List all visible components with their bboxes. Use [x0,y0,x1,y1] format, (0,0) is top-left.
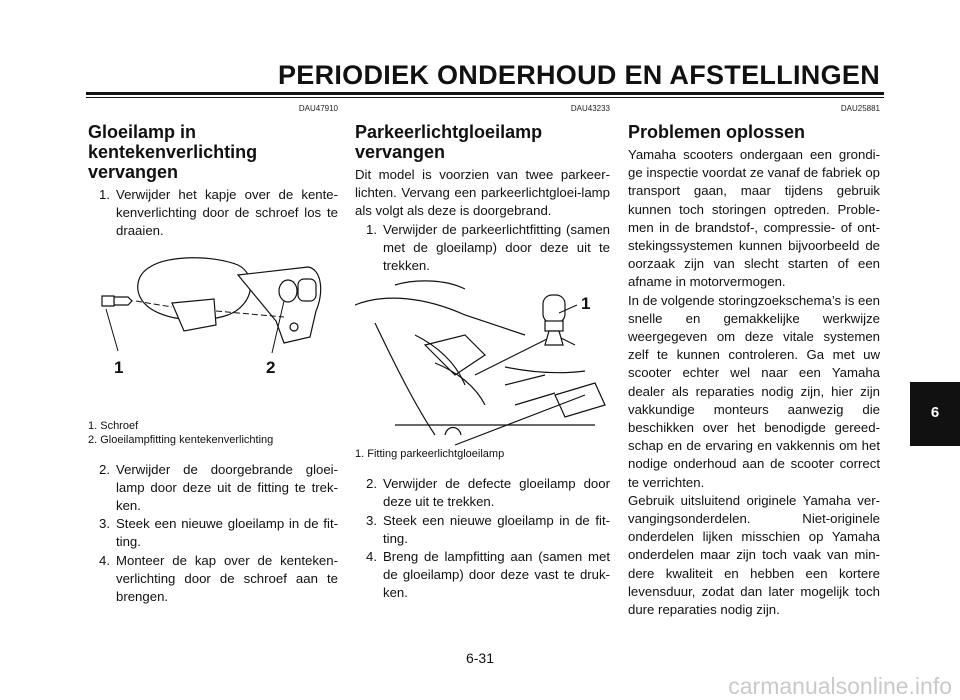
step-number: 4. [366,549,377,565]
step-number: 3. [366,512,377,528]
header-rule-thick [86,92,884,95]
section-code: DAU43233 [570,104,610,113]
figure-label-2: 2 [266,357,276,377]
figure-caption: 1. Schroef [88,419,139,432]
step-number: 2. [99,461,110,477]
parking-light-figure [355,275,610,447]
body-paragraph: In de volgende storingzoekschema’s is een snelle en gemakkelijke werkwijze weergegeven om deze vitale systemen zelf te kunnen controleren. Ga met uw scooter echter wel naar een Yamaha dealer als reparaties nodig zijn, hier zijn vakkundige monteurs aanwezig die beschikken over het benodigde gereed-schap en de ervaring en vakkennis om het nodige onderhoud aan de scooter correct te verrichten. [628,292,880,490]
step-item [88,515,338,551]
step-number: 1. [366,221,377,237]
body-paragraph: Gebruik uitsluitend originele Yamaha ver-vangingsonderdelen. Niet-originele onderdelen lijken misschien op Yamaha onderdelen maar zijn toch vaak van min-dere kwaliteit en hebben een kortere levensduur, zodat dan later mogelijk toch dure reparaties nodig zijn. [628,492,880,618]
figure-caption: 2. Gloeilampfitting kentekenverlichting [88,433,274,446]
step-item [355,548,610,603]
parking-light-illustration [355,275,610,447]
chapter-tab-label: 6 [930,404,940,421]
step-number: 4. [99,552,110,568]
figure-caption: 1. Fitting parkeerlichtgloeilamp [355,448,505,461]
column-parking-light [355,104,610,603]
step-item [88,461,338,516]
license-light-illustration [88,241,338,419]
section-title: Problemen oplossen [628,122,806,142]
step-text: Verwijder het kapje over de kente-kenverlichting door de schroef los te draaien. [116,187,338,239]
section-code: DAU47910 [298,104,338,113]
step-text: Breng de lampfitting aan (samen met de gloeilamp) door deze vast te druk-ken. [383,549,610,601]
license-light-figure [88,241,338,419]
column-troubleshooting [628,104,880,619]
step-item [355,512,610,548]
step-item [355,221,610,276]
step-text: Verwijder de defecte gloeilamp door deze uit te trekken. [383,476,610,510]
page-number: 6-31 [465,650,495,666]
header-rule-thin [86,97,884,98]
section-title: Parkeerlichtgloeilamp vervangen [355,122,543,162]
step-item [355,475,610,511]
figure-label-1: 1 [581,294,591,314]
step-text: Steek een nieuwe gloeilamp in de fit-ting. [116,516,338,550]
step-text: Verwijder de doorgebrande gloei-lamp door deze uit de fitting te trek-ken. [116,461,338,514]
section-code: DAU25881 [840,104,880,113]
figure-label-1: 1 [114,357,124,377]
page-header-title: PERIODIEK ONDERHOUD EN AFSTELLINGEN [277,60,880,90]
step-item [88,186,338,241]
step-text: Steek een nieuwe gloeilamp in de fit-ting. [383,512,610,546]
body-paragraph: Yamaha scooters ondergaan een grondi-ge inspectie voordat ze vanaf de fabriek op transport gaan, maar tijdens gebruik kunnen toch storingen optreden. Proble-men in de brandstof-, compressie- of ont-stekingssystemen kunnen bijvoorbeeld de oorzaak zijn van slecht starten of een afname in motorvermogen. [628,147,880,290]
chapter-tab [910,382,960,446]
step-text: Verwijder de parkeerlichtfitting (samen met de gloeilamp) door deze uit te trekken. [383,221,610,274]
step-text: Monteer de kap over de kenteken-verlichting door de schroef aan te brengen. [116,552,338,605]
column-license-light [88,104,338,606]
step-number: 2. [366,476,377,492]
intro-paragraph: Dit model is voorzien van twee parkeer-lichten. Vervang een parkeerlichtgloei-lamp als volgt als deze is doorgebrand. [355,167,610,219]
section-title: Gloeilamp in kentekenverlichting vervangen [88,122,258,182]
step-item [88,552,338,607]
step-number: 1. [99,187,110,202]
watermark: carmanualsonline.info [728,673,952,699]
step-number: 3. [99,516,110,532]
